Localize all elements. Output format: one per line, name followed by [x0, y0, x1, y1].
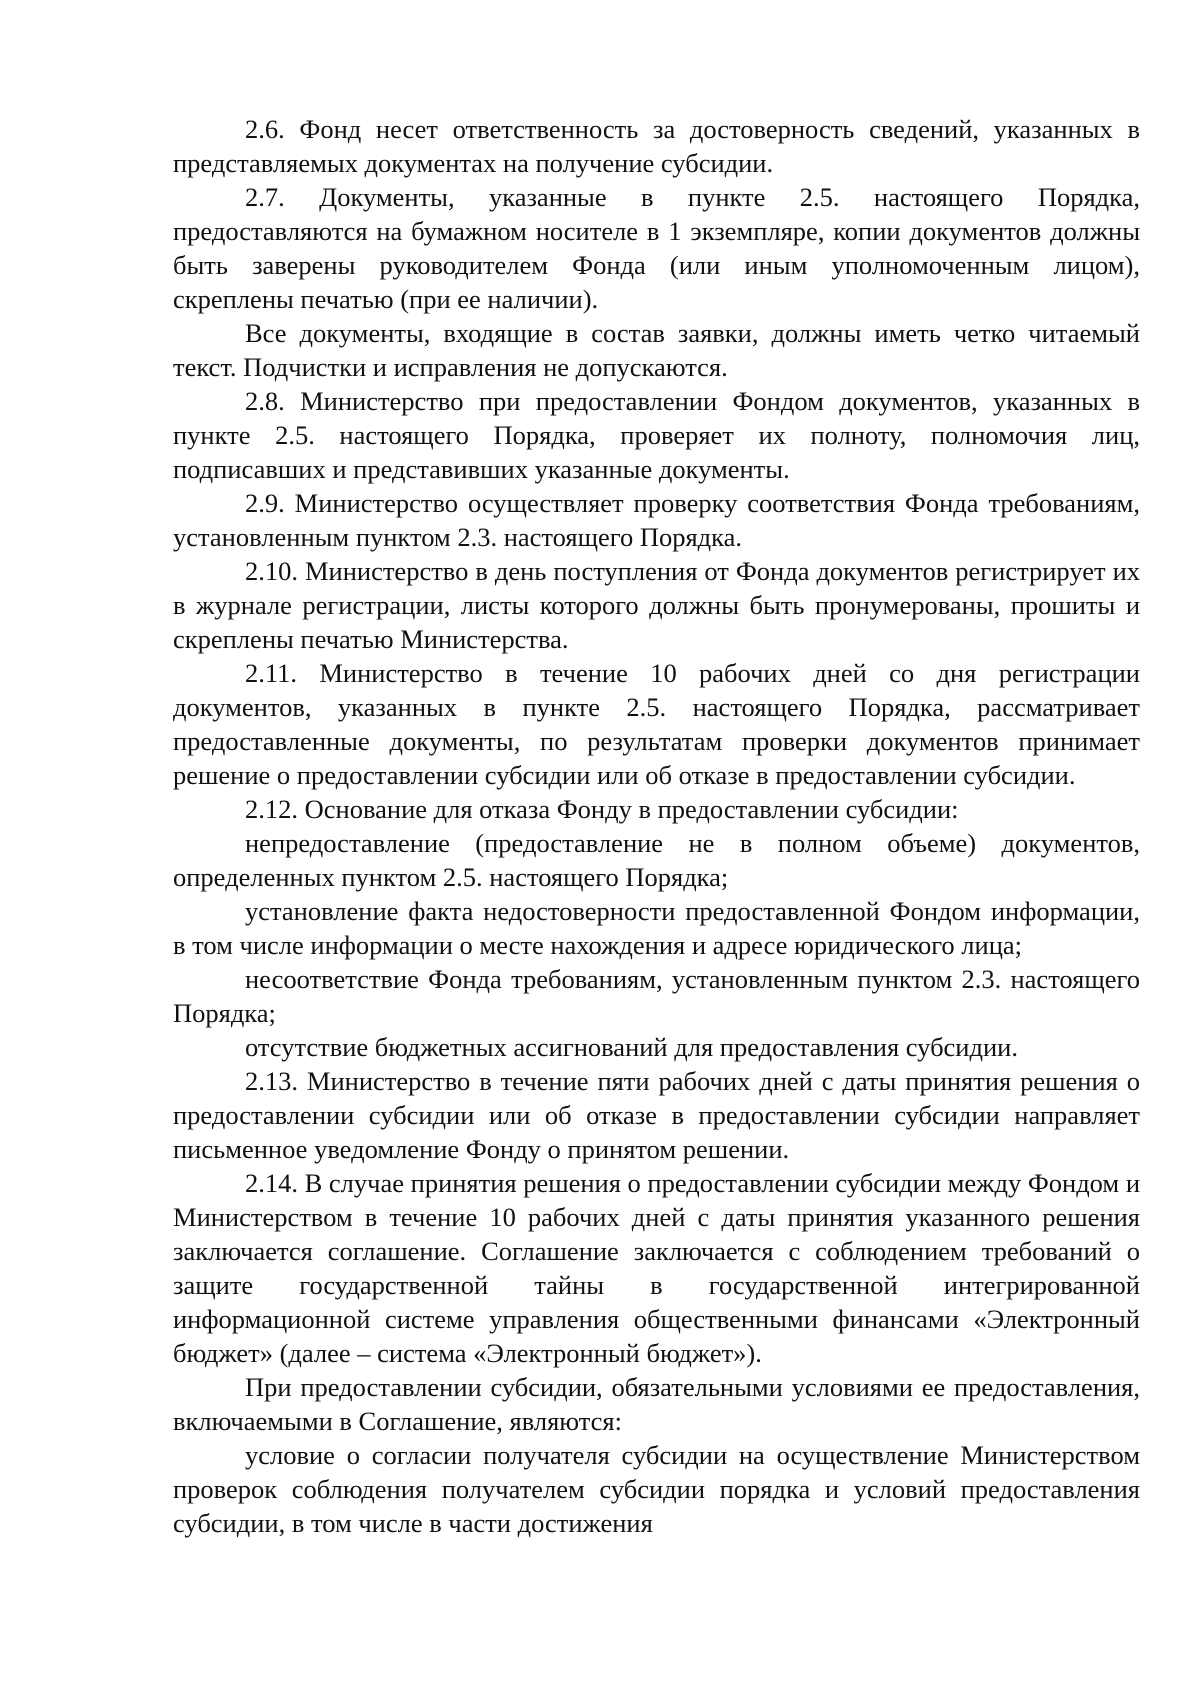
list-item-refusal-3: несоответствие Фонда требованиям, установленным пунктом 2.3. настоящего Порядка; [173, 964, 1140, 1028]
paragraph-2-8: 2.8. Министерство при предоставлении Фондом документов, указанных в пункте 2.5. настоящего Порядка, проверяет их полноту, полномочия лиц, подписавших и представивших указанные документы. [173, 386, 1140, 484]
paragraph-2-6: 2.6. Фонд несет ответственность за достоверность сведений, указанных в представляемых документах на получение субсидии. [173, 114, 1140, 178]
paragraph-condition-consent: условие о согласии получателя субсидии на осуществление Министерством проверок соблюдения получателем субсидии порядка и условий предоставления субсидии, в том числе в части достижения [173, 1440, 1140, 1538]
paragraph-mandatory-conditions: При предоставлении субсидии, обязательными условиями ее предоставления, включаемыми в Соглашение, являются: [173, 1372, 1140, 1436]
paragraph-2-12: 2.12. Основание для отказа Фонду в предоставлении субсидии: [245, 794, 959, 824]
list-item-refusal-1: непредоставление (предоставление не в полном объеме) документов, определенных пунктом 2.5. настоящего Порядка; [173, 828, 1140, 892]
paragraph-documents-readable: Все документы, входящие в состав заявки, должны иметь четко читаемый текст. Подчистки и исправления не допускаются. [173, 318, 1140, 382]
document-body [173, 112, 1140, 1540]
paragraph-2-14: 2.14. В случае принятия решения о предоставлении субсидии между Фондом и Министерством в течение 10 рабочих дней с даты принятия указанного решения заключается соглашение. Соглашение заключается с соблюдением требований о защите государственной тайны в государственной интегрированной информационной системе управления общественными финансами «Электронный бюджет» (далее – система «Электронный бюджет»). [173, 1168, 1140, 1368]
paragraph-2-9: 2.9. Министерство осуществляет проверку соответствия Фонда требованиям, установленным пунктом 2.3. настоящего Порядка. [173, 488, 1140, 552]
paragraph-2-13: 2.13. Министерство в течение пяти рабочих дней с даты принятия решения о предоставлении субсидии или об отказе в предоставлении субсидии направляет письменное уведомление Фонду о принятом решении. [173, 1066, 1140, 1164]
list-item-refusal-4: отсутствие бюджетных ассигнований для предоставления субсидии. [245, 1032, 1018, 1062]
paragraph-2-7: 2.7. Документы, указанные в пункте 2.5. настоящего Порядка, предоставляются на бумажном носителе в 1 экземпляре, копии документов должны быть заверены руководителем Фонда (или иным уполномоченным лицом), скреплены печатью (при ее наличии). [173, 182, 1140, 314]
paragraph-2-10: 2.10. Министерство в день поступления от Фонда документов регистрирует их в журнале регистрации, листы которого должны быть пронумерованы, прошиты и скреплены печатью Министерства. [173, 556, 1140, 654]
list-item-refusal-2: установление факта недостоверности предоставленной Фондом информации, в том числе информации о месте нахождения и адресе юридического лица; [173, 896, 1140, 960]
paragraph-2-11: 2.11. Министерство в течение 10 рабочих дней со дня регистрации документов, указанных в пункте 2.5. настоящего Порядка, рассматривает предоставленные документы, по результатам проверки документов принимает решение о предоставлении субсидии или об отказе в предоставлении субсидии. [173, 658, 1140, 790]
